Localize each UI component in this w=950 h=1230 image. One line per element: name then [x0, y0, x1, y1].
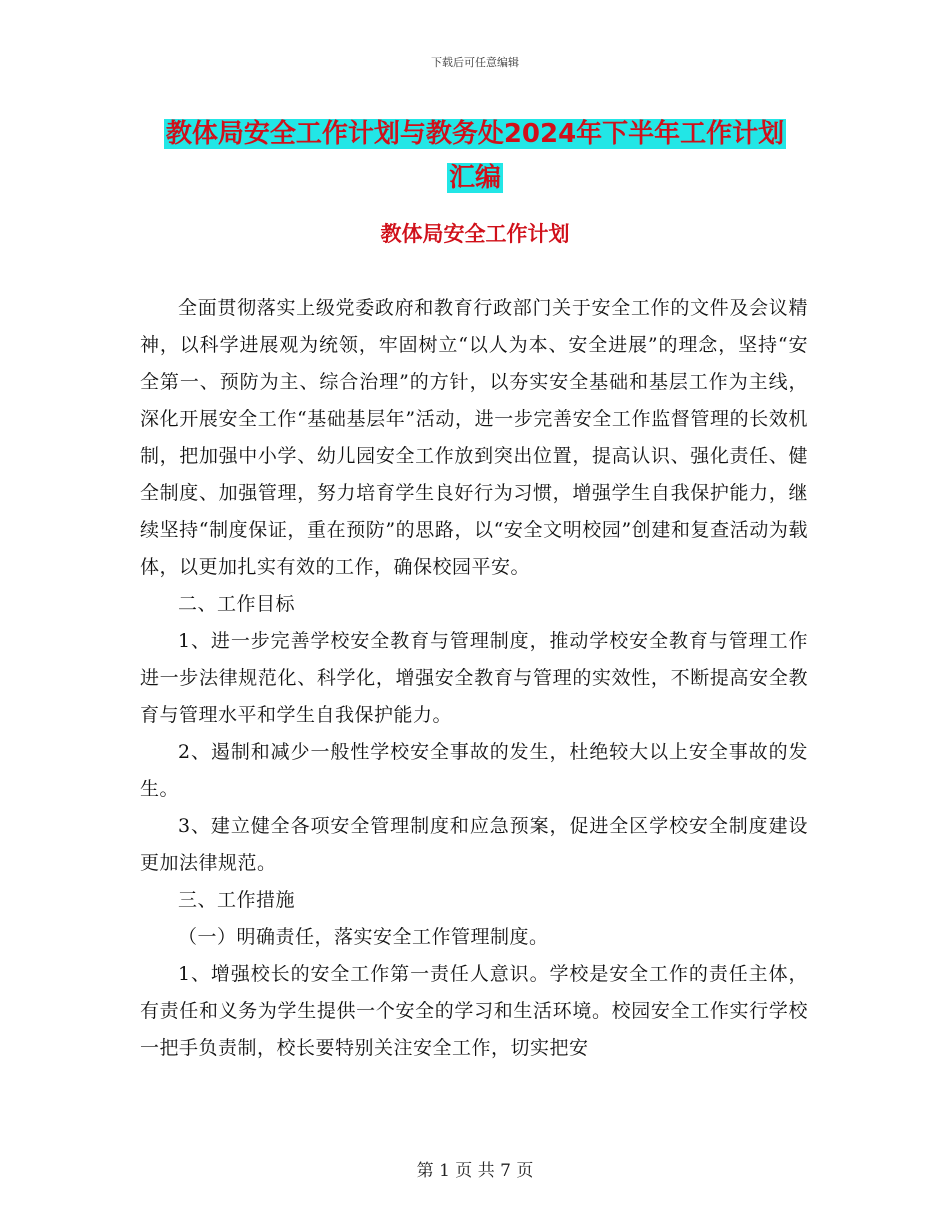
header-note: 下载后可任意编辑	[431, 56, 519, 69]
document-title-line1: 教体局安全工作计划与教务处2024年下半年工作计划	[165, 119, 785, 149]
document-title-line2: 汇编	[448, 163, 501, 193]
goal-paragraph-3: 3、建立健全各项安全管理制度和应急预案，促进全区学校安全制度建设更加法律规范。	[140, 815, 808, 874]
subheading-responsibility: （一）明确责任，落实安全工作管理制度。	[178, 926, 549, 948]
intro-paragraph: 全面贯彻落实上级党委政府和教育行政部门关于安全工作的文件及会议精神，以科学进展观为统领，牢固树立“以人为本、安全进展”的理念，坚持“安全第一、预防为主、综合治理”的方针，以夯实安全基础和基层工作为主线，深化开展安全工作“基础基层年”活动，进一步完善安全工作监督管理的长效机制，把加强中小学、幼儿园安全工作放到突出位置，提高认识、强化责任、健全制度、加强管理，努力培育学生良好行为习惯，增强学生自我保护能力，继续坚持“制度保证，重在预防”的思路，以“安全文明校园”创建和复查活动为载体，以更加扎实有效的工作，确保校园平安。	[140, 297, 808, 578]
measure-paragraph-1: 1、增强校长的安全工作第一责任人意识。学校是安全工作的责任主体，有责任和义务为学生提供一个安全的学习和生活环境。校园安全工作实行学校一把手负责制，校长要特别关注安全工作，切实把安	[140, 963, 808, 1059]
document-body	[140, 290, 808, 1067]
heading-work-measures: 三、工作措施	[178, 889, 296, 911]
goal-paragraph-2: 2、遏制和减少一般性学校安全事故的发生，杜绝较大以上安全事故的发生。	[140, 741, 808, 800]
document-title	[140, 112, 810, 200]
page-number-footer: 第 1 页 共 7 页	[416, 1161, 534, 1181]
section-title: 教体局安全工作计划	[380, 222, 570, 246]
heading-work-goals: 二、工作目标	[178, 593, 296, 615]
goal-paragraph-1: 1、进一步完善学校安全教育与管理制度，推动学校安全教育与管理工作进一步法律规范化、科学化，增强安全教育与管理的实效性，不断提高安全教育与管理水平和学生自我保护能力。	[140, 630, 808, 726]
